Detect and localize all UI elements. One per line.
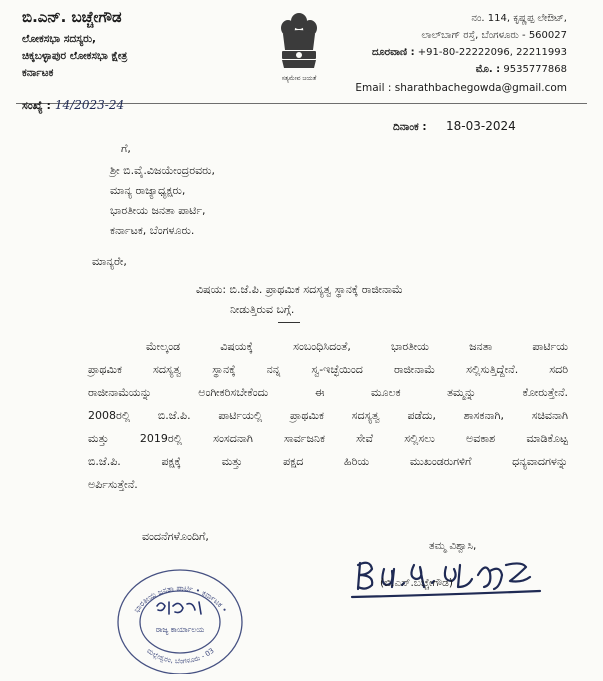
address-line-2: ಲಾಲ್‌ಬಾಗ್ ರಸ್ತೆ, ಬೆಂಗಳೂರು - 560027 xyxy=(421,30,567,41)
body-line: 2008ರಲ್ಲಿ ಬಿ.ಜೆ.ಪಿ. ಪಾರ್ಟಿಯಲ್ಲಿ ಪ್ರಾಥಮಿಕ ಸದಸ್ಯತ್ವ ಪಡೆದು, ಶಾಸಕನಾಗಿ, ಸಚಿವನಾಗಿ xyxy=(88,409,568,422)
mobile-number: 9535777868 xyxy=(503,64,567,75)
svg-text:ಭಾರತೀಯ ಜನತಾ ಪಾರ್ಟಿ • ಕರ್ನಾಟಕ • xyxy=(132,583,230,614)
phone-number: +91-80-22222096, 22211993 xyxy=(417,47,567,58)
recipient-line-1: ಶ್ರೀ ಬಿ.ವೈ.ವಿಜಯೇಂದ್ರರವರು, xyxy=(110,164,215,177)
subject-underline xyxy=(278,322,300,323)
date-label: ದಿನಾಂಕ : xyxy=(393,121,427,133)
letterhead-name: ಬಿ.ಎನ್. ಬಚ್ಚೇಗೌಡ xyxy=(22,8,122,26)
emblem-motto: ಸತ್ಯಮೇವ ಜಯತೆ xyxy=(281,75,317,82)
party-seal-stamp xyxy=(113,562,248,674)
closing: ವಂದನೆಗಳೊಂದಿಗೆ, xyxy=(142,530,209,543)
recipient-line-3: ಭಾರತೀಯ ಜನತಾ ಪಾರ್ಟಿ, xyxy=(110,204,206,217)
body-line: ಮೇಲ್ಕಂಡ ವಿಷಯಕ್ಕೆ ಸಂಬಂಧಿಸಿದಂತೆ, ಭಾರತೀಯ ಜನತಾ ಪಾರ್ಟಿಯ xyxy=(146,340,568,353)
recipient-to: ಗೆ, xyxy=(121,142,131,155)
body-line: ಬಿ.ಜೆ.ಪಿ. ಪಕ್ಷಕ್ಕೆ ಮತ್ತು ಪಕ್ಷದ ಹಿರಿಯ ಮುಖಂಡರುಗಳಿಗೆ ಧನ್ಯವಾದಗಳನ್ನು xyxy=(88,455,568,468)
address-line-1: ನಂ. 114, ಕೃಷ್ಣಪ್ಪ ಲೇಔಟ್, xyxy=(471,13,567,24)
letterhead-designation: ಲೋಕಸಭಾ ಸದಸ್ಯರು, xyxy=(22,33,97,45)
mobile-row xyxy=(476,64,567,75)
letterhead-constituency: ಚಿಕ್ಕಬಳ್ಳಾಪುರ ಲೋಕಸಭಾ ಕ್ಷೇತ್ರ xyxy=(22,50,128,62)
seal-inner-text: ರಾಜ್ಯ ಕಾರ್ಯಾಲಯ xyxy=(155,625,205,634)
seal-bottom-text: ಮಲ್ಲೇಶ್ವರಂ, ಬೆಂಗಳೂರು - 03 xyxy=(145,646,216,666)
letterhead-state: ಕರ್ನಾಟಕ xyxy=(22,67,54,79)
date-value: 18-03-2024 xyxy=(446,119,516,133)
body-line: ರಾಜೀನಾಮೆಯನ್ನು ಅಂಗೀಕರಿಸಬೇಕೆಂದು ಈ ಮೂಲಕ ತಮ್ಮನ್ನು ಕೋರುತ್ತೇನೆ. xyxy=(88,386,568,399)
recipient-line-2: ಮಾನ್ಯ ರಾಜ್ಯಾಧ್ಯಕ್ಷರು, xyxy=(110,184,186,197)
reference-number: 14/2023-24 xyxy=(54,98,125,112)
email-label: Email : xyxy=(355,82,392,94)
salutation: ಮಾನ್ಯರೇ, xyxy=(92,255,127,268)
svg-text:ಮಲ್ಲೇಶ್ವರಂ, ಬೆಂಗಳೂರು - 03 xyxy=(145,647,215,666)
mobile-label: ಮೊ. : xyxy=(475,64,501,75)
body-line: ಮತ್ತು 2019ರಲ್ಲಿ ಸಂಸದನಾಗಿ ಸಾರ್ವಜನಿಕ ಸೇವೆ ಸಲ್ಲಿಸಲು ಅವಕಾಶ ಮಾಡಿಕೊಟ್ಟ xyxy=(88,432,568,445)
signoff-name: (ಬಿ.ಎನ್.ಬಚ್ಚೇಗೌಡ) xyxy=(380,577,453,589)
subject-line-1: ವಿಷಯ: ಬಿ.ಜೆ.ಪಿ. ಪ್ರಾಥಮಿಕ ಸದಸ್ಯತ್ವ ಸ್ಥಾನಕ್ಕೆ ರಾಜೀನಾಮೆ xyxy=(196,283,403,296)
reference-label: ಸಂಖ್ಯೆ : xyxy=(22,99,51,112)
national-emblem-icon xyxy=(275,8,323,90)
phone-row xyxy=(372,47,567,58)
seal-outer-text: ಭಾರತೀಯ ಜನತಾ ಪಾರ್ಟಿ • ಕರ್ನಾಟಕ • xyxy=(131,583,230,615)
phone-label: ದೂರವಾಣಿ : xyxy=(371,47,415,58)
email-row xyxy=(355,82,567,94)
subject-line-2: ನೀಡುತ್ತಿರುವ ಬಗ್ಗೆ. xyxy=(230,303,295,316)
reference-number-row xyxy=(22,98,124,113)
email-address: sharathbachegowda@gmail.com xyxy=(394,82,567,94)
signoff-yours: ತಮ್ಮ ವಿಶ್ವಾಸಿ, xyxy=(429,540,477,552)
body-line: ಪ್ರಾಥಮಿಕ ಸದಸ್ಯತ್ವ ಸ್ಥಾನಕ್ಕೆ ನನ್ನ ಸ್ವ-ಇಚ್ಛೆಯಿಂದ ರಾಜೀನಾಮೆ ಸಲ್ಲಿಸುತ್ತಿದ್ದೇನೆ. ಸದರಿ xyxy=(88,363,568,376)
body-line: ಅರ್ಪಿಸುತ್ತೇನೆ. xyxy=(88,478,138,491)
recipient-line-4: ಕರ್ನಾಟಕ, ಬೆಂಗಳೂರು. xyxy=(110,224,195,237)
